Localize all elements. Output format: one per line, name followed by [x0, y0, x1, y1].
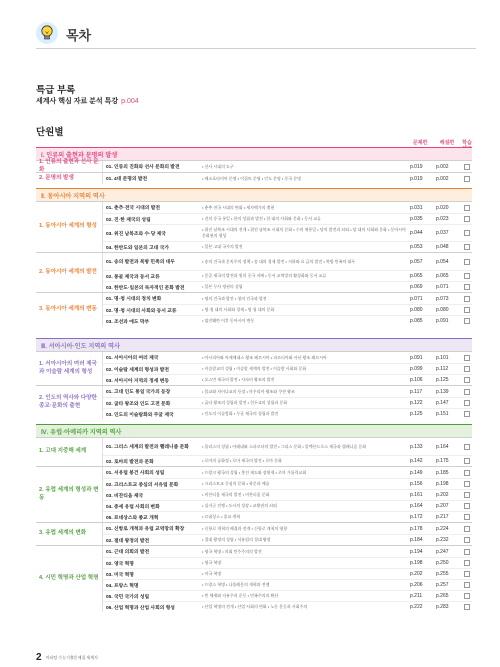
chapter-topics: • 명·청 대의 사회와 경제 • 명·청 대의 문화	[202, 307, 275, 313]
group-label: 2. 동아시아 세계의 발전	[39, 268, 97, 275]
study-checkbox[interactable]	[462, 537, 472, 543]
checkbox-square[interactable]	[464, 571, 470, 577]
toc-row[interactable]	[103, 304, 472, 315]
toc-group	[36, 437, 472, 466]
toc-group	[36, 466, 472, 522]
toc-row[interactable]	[103, 590, 472, 601]
chapter-title: 03. 한반도·일본의 독자적인 문화 발전	[106, 285, 185, 291]
chapter-title: 02. 영국 혁명	[106, 561, 134, 567]
study-checkbox[interactable]	[462, 526, 472, 532]
group-label: 2. 문명의 발생	[39, 174, 74, 181]
toc-row[interactable]	[103, 253, 472, 270]
checkbox-square[interactable]	[464, 470, 470, 476]
question-page: p.184	[410, 537, 423, 543]
chapter-title: 03. 조선과 에도 막부	[106, 319, 150, 325]
toc-row[interactable]	[103, 438, 472, 455]
toc-row[interactable]	[103, 352, 472, 363]
group-label: 1. 인류의 출현과 선사 문화	[39, 159, 99, 173]
toc-group	[36, 351, 472, 385]
question-page: p.019	[410, 175, 423, 182]
chapter-title: 05. 르네상스와 종교 개혁	[106, 515, 159, 521]
study-checkbox[interactable]	[462, 582, 472, 588]
checkbox-square[interactable]	[464, 164, 470, 170]
study-checkbox[interactable]	[462, 492, 472, 498]
study-checkbox[interactable]	[462, 470, 472, 476]
chapter-topics: • 영국 혁명	[202, 560, 222, 566]
study-checkbox[interactable]	[462, 318, 472, 324]
study-checkbox[interactable]	[462, 176, 472, 182]
chapter-title: 01. 서유럽 봉건 사회의 성립	[106, 471, 165, 476]
chapter-title: 01. 송의 발전과 북방 민족의 대두	[106, 260, 175, 265]
toc-row[interactable]	[103, 386, 472, 397]
toc-row[interactable]	[103, 270, 472, 281]
chapter-topics: • 크리스트교 중심의 문화 • 학문과 예술	[202, 481, 270, 487]
chapter-title: 01. 서아시아의 여러 제국	[106, 356, 159, 361]
toc-group	[36, 385, 472, 419]
checkbox-square[interactable]	[464, 549, 470, 555]
chapter-topics: • 십자군 전쟁 • 도시의 성장 • 교황권의 쇠퇴	[202, 503, 277, 509]
chapter-topics: • 폴리스의 성립 • 아테네와 스파르타의 발전 • 그리스 문화 • 알렉산드로스 제국과 헬레니즘 문화	[202, 443, 367, 449]
chapter-topics: • 빈 체제와 자유주의 운동 • 민족주의의 확산	[202, 593, 279, 599]
study-checkbox[interactable]	[462, 444, 472, 450]
question-page: p.222	[410, 604, 423, 610]
answer-page: p.139	[436, 388, 449, 395]
question-page: p.122	[410, 400, 423, 406]
chapter-title: 01. 4대 문명의 발전	[106, 177, 148, 182]
answer-page: p.112	[436, 366, 449, 372]
lightbulb-icon	[36, 22, 58, 44]
chapter-title: 02. 절대 왕정의 발전	[106, 538, 150, 544]
toc-section	[36, 147, 472, 184]
answer-page: p.023	[436, 216, 449, 222]
question-page: p.031	[410, 204, 423, 211]
question-page: p.044	[410, 230, 423, 236]
group-label: 3. 동아시아 세계의 변동	[39, 305, 97, 312]
question-page: p.125	[410, 411, 423, 417]
answer-page: p.255	[436, 571, 449, 577]
chapter-title: 01. 그리스 세계의 발전과 헬레니즘 문화	[106, 445, 189, 450]
chapter-topics: • 임진왜란 이후 동아시아 변동	[202, 318, 255, 324]
chapter-title: 05. 국민 국가의 성립	[106, 594, 150, 600]
checkbox-square[interactable]	[464, 400, 470, 406]
checkbox-square[interactable]	[464, 244, 470, 250]
section-heading: Ⅰ. 인류의 출현과 문명의 발생	[36, 147, 472, 160]
chapter-topics: • 신항로 개척의 배경과 전개 • 신항로 개척의 영향	[202, 525, 288, 531]
answer-page: p.185	[436, 469, 449, 476]
special-appendix-title: 특급 부록	[36, 85, 76, 96]
chapter-title: 03. 인도의 이슬람화와 무굴 제국	[106, 412, 174, 418]
chapter-topics: • 몽골 제국의 발전과 원의 중국 지배 • 동서 교역망의 활성화와 동서 교류	[202, 273, 327, 279]
question-page: p.149	[410, 469, 423, 476]
answer-page: p.257	[436, 582, 449, 588]
question-page: p.117	[410, 388, 423, 395]
chapter-topics: • 선사 시대의 도구	[202, 163, 234, 169]
chapter-title: 06. 산업 혁명과 산업 사회의 형성	[106, 605, 175, 611]
study-checkbox[interactable]	[462, 230, 472, 236]
toc-row[interactable]	[103, 241, 472, 252]
question-page: p.198	[410, 560, 423, 566]
answer-page: p.283	[436, 604, 449, 610]
toc-row[interactable]	[103, 557, 472, 568]
checkbox-square[interactable]	[464, 205, 470, 211]
checkbox-square[interactable]	[464, 176, 470, 182]
question-page: p.202	[410, 571, 423, 577]
answer-page: p.224	[436, 525, 449, 532]
checkbox-square[interactable]	[464, 230, 470, 236]
toc-group	[36, 160, 472, 172]
toc-row[interactable]	[103, 601, 472, 612]
toc-row[interactable]	[103, 500, 472, 511]
special-appendix-page: p.004	[121, 98, 139, 105]
toc-row[interactable]	[103, 523, 472, 534]
toc-row[interactable]	[103, 511, 472, 522]
toc-group	[36, 522, 472, 545]
checkbox-square[interactable]	[464, 604, 470, 610]
study-checkbox[interactable]	[462, 571, 472, 577]
chapter-title: 02. 명·청 시대의 사회와 동서 교류	[106, 308, 177, 314]
page-footer	[36, 652, 98, 663]
unit-section-title: 단원별	[36, 127, 64, 138]
chapter-title: 04. 프랑스 혁명	[106, 583, 139, 589]
study-checkbox[interactable]	[462, 411, 472, 417]
toc-row[interactable]	[103, 363, 472, 374]
special-appendix-label: 세계사 핵심 자료 분석 특강	[36, 98, 119, 105]
checkbox-square[interactable]	[464, 537, 470, 543]
checkbox-square[interactable]	[464, 389, 470, 395]
group-label: 4. 시민 혁명과 산업 혁명	[39, 575, 99, 582]
question-page: p.161	[410, 492, 423, 498]
chapter-title: 03. 서아시아 지역의 정세 변동	[106, 378, 169, 384]
question-page: p.091	[410, 354, 423, 361]
study-checkbox[interactable]	[462, 549, 472, 555]
chapter-topics: • 명의 건국과 발전 • 청의 건국과 발전	[202, 295, 267, 301]
checkbox-square[interactable]	[464, 273, 470, 279]
chapter-title: 02. 굽타 왕조와 인도 고전 문화	[106, 401, 171, 407]
checkbox-square[interactable]	[464, 503, 470, 509]
answer-page: p.151	[436, 411, 449, 417]
group-label: 1. 고대 지중해 세계	[39, 448, 87, 455]
chapter-topics: • 영국 혁명 • 의회 민주주의의 발전	[202, 548, 262, 554]
question-page: p.057	[410, 258, 423, 265]
study-checkbox[interactable]	[462, 307, 472, 313]
chapter-topics: • 오스만 제국의 발전 • 사파비 왕조의 발전	[202, 377, 275, 383]
chapter-title: 02. 크리스트교 중심의 서유럽 문화	[106, 482, 179, 488]
question-page: p.080	[410, 307, 423, 313]
section-heading: Ⅱ. 동아시아 지역의 역사	[36, 188, 472, 201]
toc-section	[36, 338, 472, 419]
study-checkbox[interactable]	[462, 216, 472, 222]
chapter-title: 02. 로마의 발전과 문화	[106, 459, 154, 465]
group-label: 1. 동아시아 세계의 형성	[39, 223, 97, 230]
chapter-topics: • 굽타 왕조의 성립과 발전 • 힌두교의 성립과 문화	[202, 400, 288, 406]
question-page: p.069	[410, 284, 423, 290]
header-question-page: 문제편	[412, 140, 428, 146]
chapter-title: 01. 춘추·전국 시대의 발전	[106, 206, 160, 211]
study-checkbox[interactable]	[462, 273, 472, 279]
question-page: p.206	[410, 582, 423, 588]
checkbox-square[interactable]	[464, 411, 470, 417]
chapter-title: 03. 비잔티움 제국	[106, 493, 144, 499]
chapter-topics: • 인도의 이슬람화 • 무굴 제국의 성립과 발전	[202, 411, 279, 417]
answer-page: p.071	[436, 284, 449, 290]
study-checkbox[interactable]	[462, 244, 472, 250]
answer-page: p.002	[436, 163, 449, 170]
toc-row[interactable]	[103, 579, 472, 590]
group-label: 2. 인도의 역사와 다양한 종교·문화의 출현	[39, 395, 97, 409]
page-header	[36, 22, 476, 48]
question-page: p.019	[410, 163, 423, 170]
question-page: p.053	[410, 244, 423, 250]
header-answer-page: 해설편	[439, 140, 455, 146]
chapter-topics: • 미국 혁명	[202, 571, 222, 577]
toc-row[interactable]	[103, 568, 472, 579]
group-label: 3. 유럽 세계의 변화	[39, 530, 87, 537]
toc-row[interactable]	[103, 534, 472, 545]
checkbox-square[interactable]	[464, 458, 470, 464]
checkbox-square[interactable]	[464, 307, 470, 313]
header-divider	[36, 48, 476, 49]
checkbox-square[interactable]	[464, 492, 470, 498]
toc-section	[36, 188, 472, 326]
checkbox-square[interactable]	[464, 582, 470, 588]
page-number: 2	[36, 652, 42, 663]
chapter-title: 01. 근대 의회의 발전	[106, 550, 150, 555]
section-heading: Ⅳ. 유럽·아메리카 지역의 역사	[36, 424, 472, 437]
study-checkbox[interactable]	[462, 205, 472, 211]
study-checkbox[interactable]	[462, 389, 472, 395]
question-page: p.172	[410, 514, 423, 520]
chapter-title: 02. 이슬람 세계의 형성과 발전	[106, 367, 169, 373]
checkbox-square[interactable]	[464, 481, 470, 487]
answer-page: p.054	[436, 258, 449, 265]
chapter-title: 01. 명·청 시대의 정치 변화	[106, 297, 162, 302]
toc-group	[36, 252, 472, 292]
section-heading: Ⅲ. 서아시아·인도 지역의 역사	[36, 338, 472, 351]
study-checkbox[interactable]	[462, 604, 472, 610]
answer-page: p.232	[436, 537, 449, 543]
chapter-title: 01. 고대 인도 통일 국가의 등장	[106, 390, 171, 395]
header-study-check: 학습	[462, 140, 472, 146]
chapter-topics: • 춘추 전국 시대의 변화 • 제자백가의 출현	[202, 204, 275, 210]
toc-row[interactable]	[103, 546, 472, 557]
checkbox-square[interactable]	[464, 284, 470, 290]
toc-row[interactable]	[103, 467, 472, 478]
chapter-topics: • 이슬람교의 성립 • 이슬람 세계의 발전 • 이슬람 사회와 문화	[202, 366, 307, 372]
toc-row[interactable]	[103, 224, 472, 241]
checkbox-square[interactable]	[464, 259, 470, 265]
study-checkbox[interactable]	[462, 377, 472, 383]
toc-row[interactable]	[103, 173, 472, 184]
answer-page: p.250	[436, 560, 449, 566]
chapter-topics: • 일본 고대 국가의 발전	[202, 244, 243, 250]
toc-row[interactable]	[103, 315, 472, 326]
question-page: p.071	[410, 295, 423, 302]
question-page: p.133	[410, 443, 423, 450]
question-page: p.156	[410, 481, 423, 487]
chapter-topics: • 프랑크 왕국의 성립 • 봉건 제도와 장원제 • 로마 가톨릭교회	[202, 469, 307, 475]
answer-page: p.175	[436, 458, 449, 464]
chapter-title: 02. 몽골 제국과 동서 교류	[106, 274, 160, 280]
checkbox-square[interactable]	[464, 593, 470, 599]
chapter-topics: • 절대 왕정의 성립 • 서유럽의 절대 왕정	[202, 537, 271, 543]
answer-page: p.247	[436, 548, 449, 555]
toc-row[interactable]	[103, 489, 472, 500]
chapter-title: 01. 인류의 진화와 선사 문화의 발전	[106, 165, 180, 170]
question-page: p.085	[410, 318, 423, 324]
toc-group	[36, 292, 472, 326]
answer-page: p.164	[436, 443, 449, 450]
checkbox-square[interactable]	[464, 514, 470, 520]
chapter-topics: • 송의 건국과 문치주의 정책 • 송 대의 경제 발전 • 서하와 요 금의 발전 • 북방 민족의 대두	[202, 258, 356, 264]
checkbox-square[interactable]	[464, 377, 470, 383]
answer-page: p.265	[436, 593, 449, 599]
chapter-topics: • 프랑스 혁명 • 나폴레옹의 개혁과 전쟁	[202, 582, 270, 588]
toc-row[interactable]	[103, 478, 472, 489]
page-title: 목차	[66, 28, 92, 43]
chapter-title: 04. 중세 유럽 사회의 변화	[106, 504, 160, 510]
checkbox-square[interactable]	[464, 560, 470, 566]
toc-group	[36, 545, 472, 612]
study-checkbox[interactable]	[462, 259, 472, 265]
answer-page: p.020	[436, 204, 449, 211]
chapter-title: 03. 위진 남북조와 수·당 제국	[106, 231, 166, 237]
answer-page: p.198	[436, 481, 449, 487]
question-page: p.178	[410, 525, 423, 532]
checkbox-square[interactable]	[464, 444, 470, 450]
answer-page: p.065	[436, 273, 449, 279]
study-checkbox[interactable]	[462, 503, 472, 509]
answer-page: p.125	[436, 377, 449, 383]
study-checkbox[interactable]	[462, 593, 472, 599]
checkbox-square[interactable]	[464, 355, 470, 361]
group-label: 1. 서아시아의 여러 제국과 이슬람 세계의 형성	[39, 361, 97, 375]
chapter-title: 01. 신항로 개척과 유럽 교역망의 확장	[106, 527, 185, 532]
toc-row[interactable]	[103, 202, 472, 213]
checkbox-square[interactable]	[464, 526, 470, 532]
chapter-topics: • 진의 중국 통일 • 한의 성립과 발전 • 한 대의 사회와 문화 • 동서 교류	[202, 216, 321, 222]
study-checkbox[interactable]	[462, 400, 472, 406]
question-page: p.211	[410, 593, 423, 599]
study-checkbox[interactable]	[462, 296, 472, 302]
chapter-title: 02. 진·한 제국의 성립	[106, 217, 151, 223]
question-page: p.194	[410, 548, 423, 555]
question-page: p.106	[410, 377, 423, 383]
checkbox-square[interactable]	[464, 216, 470, 222]
answer-page: p.037	[436, 230, 449, 236]
answer-page: p.217	[436, 514, 449, 520]
question-page: p.035	[410, 216, 423, 222]
study-checkbox[interactable]	[462, 481, 472, 487]
chapter-topics: • 아시리아와 아케메네스 왕조 페르시아 • 파르티아와 사산 왕조 페르시아	[202, 354, 327, 360]
answer-page: p.080	[436, 307, 449, 313]
study-checkbox[interactable]	[462, 284, 472, 290]
answer-page: p.048	[436, 244, 449, 250]
chapter-title: 03. 미국 혁명	[106, 572, 134, 578]
answer-page: p.147	[436, 400, 449, 406]
chapter-topics: • 비잔티움 제국의 발전 • 비잔티움 문화	[202, 492, 270, 498]
toc-row[interactable]	[103, 293, 472, 304]
study-checkbox[interactable]	[462, 366, 472, 372]
checkbox-square[interactable]	[464, 366, 470, 372]
chapter-topics: • 로마의 공화정 • 로마 제국의 발전 • 로마 문화	[202, 458, 282, 464]
footer-book-title: 마더텅 수능기출문제집 세계사	[45, 654, 99, 660]
chapter-topics: • 메소포타미아 문명 • 이집트 문명 • 인도 문명 • 중국 문명	[202, 175, 301, 181]
answer-page: p.073	[436, 295, 449, 302]
checkbox-square[interactable]	[464, 296, 470, 302]
chapter-title: 04. 한반도와 일본의 고대 국가	[106, 245, 169, 251]
answer-page: p.091	[436, 318, 449, 324]
toc-row[interactable]	[103, 397, 472, 408]
group-label: 2. 유럽 세계의 형성과 변동	[39, 487, 99, 501]
toc-row[interactable]	[103, 281, 472, 292]
chapter-topics: • 산업 혁명의 전개 • 산업 사회의 변화 • 노동 운동과 사회주의	[202, 604, 308, 610]
checkbox-square[interactable]	[464, 318, 470, 324]
chapter-topics: • 위진 남북조 시대의 전개 • 위진 남북조 시대의 문화 • 수의 재통일 • 당의 발전과 쇠퇴 • 당 대의 사회와 문화 • 동아시아 문화권의 형성	[202, 227, 406, 238]
study-checkbox[interactable]	[462, 514, 472, 520]
chapter-topics: • 르네상스 • 종교 개혁	[202, 514, 241, 520]
toc-group	[36, 172, 472, 184]
toc-row[interactable]	[103, 213, 472, 224]
study-checkbox[interactable]	[462, 164, 472, 170]
study-checkbox[interactable]	[462, 458, 472, 464]
chapter-topics: • 일본 무사 정권의 성립	[202, 284, 243, 290]
study-checkbox[interactable]	[462, 355, 472, 361]
answer-page: p.002	[436, 175, 449, 182]
toc-row[interactable]	[103, 408, 472, 419]
question-page: p.142	[410, 458, 423, 464]
toc-group	[36, 201, 472, 252]
special-appendix-item[interactable]	[36, 96, 139, 106]
toc-row[interactable]	[103, 374, 472, 385]
answer-page: p.202	[436, 492, 449, 498]
toc-row[interactable]	[103, 161, 472, 172]
question-page: p.164	[410, 503, 423, 509]
answer-page: p.101	[436, 354, 449, 361]
answer-page: p.207	[436, 503, 449, 509]
question-page: p.065	[410, 273, 423, 279]
question-page: p.099	[410, 366, 423, 372]
study-checkbox[interactable]	[462, 560, 472, 566]
chapter-topics: • 불교와 자이나교의 등장 • 마우리아 왕조와 쿠샨 왕조	[202, 388, 295, 394]
toc-row[interactable]	[103, 455, 472, 466]
toc-section	[36, 424, 472, 612]
